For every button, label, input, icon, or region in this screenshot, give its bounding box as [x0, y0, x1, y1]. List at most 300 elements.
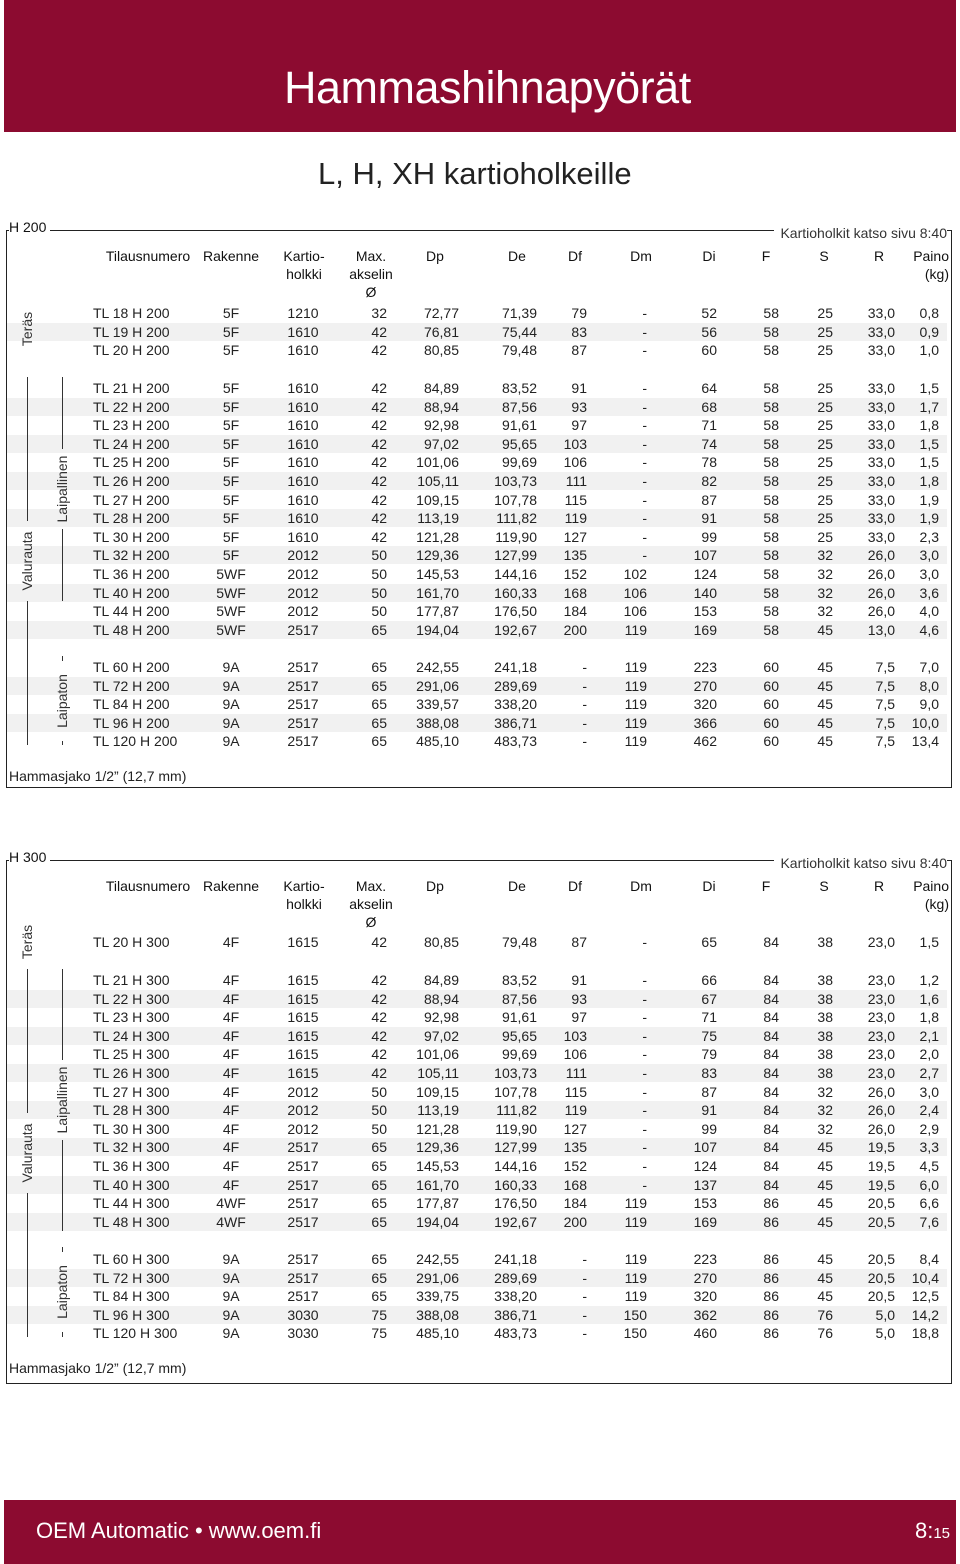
cell-bushing: 1615 — [287, 1009, 319, 1026]
cell-s: 25 — [817, 491, 833, 508]
cell-s: 45 — [817, 1213, 833, 1230]
page-title: Hammashihnapyörät — [284, 62, 691, 113]
cell-s: 25 — [817, 398, 833, 415]
cell-dm: 106 — [623, 584, 647, 601]
cell-r: 20,5 — [867, 1288, 895, 1305]
cell-r: 26,0 — [867, 547, 895, 564]
cell-dm: - — [642, 1139, 647, 1156]
cell-dp: 194,04 — [416, 621, 459, 638]
col-header-f: F — [761, 248, 771, 264]
side-label-steel: Teräs — [19, 311, 35, 347]
col-header-dm: Dm — [630, 248, 652, 264]
cell-dp: 485,10 — [416, 1325, 459, 1342]
col-header-s: S — [819, 878, 829, 894]
cell-r: 5,0 — [875, 1325, 895, 1342]
cell-design: 4F — [222, 1176, 240, 1193]
cell-r: 26,0 — [867, 1120, 895, 1137]
cell-de: 111,82 — [496, 1102, 537, 1119]
cell-bushing: 1615 — [287, 1065, 319, 1081]
cell-dp: 113,19 — [417, 1102, 459, 1119]
table-row — [7, 1250, 947, 1268]
table-row — [7, 1083, 947, 1101]
pitch-footnote: Hammasjako 1/2” (12,7 mm) — [9, 768, 187, 784]
cell-max-bore: 65 — [371, 1213, 387, 1230]
cell-di: 153 — [693, 603, 717, 620]
cell-di: 169 — [693, 621, 717, 638]
cell-design: 9A — [222, 1251, 240, 1267]
cell-df: 103 — [563, 1027, 587, 1044]
col-header-de: De — [508, 248, 526, 264]
cell-dm: - — [642, 510, 647, 527]
cell-di: 78 — [701, 454, 717, 471]
side-label-flanged: Laipallinen — [54, 455, 70, 523]
cell-df: 97 — [571, 417, 587, 434]
cell-max-bore: 32 — [371, 305, 387, 321]
cell-s: 38 — [817, 1065, 833, 1081]
cell-f: 86 — [763, 1288, 779, 1305]
cell-dp: 101,06 — [416, 454, 459, 471]
cell-bushing: 1610 — [287, 528, 319, 545]
cell-r: 7,5 — [875, 714, 895, 731]
cell-bushing: 1610 — [287, 454, 319, 471]
cell-design: 4F — [222, 1102, 240, 1119]
cell-de: 107,78 — [494, 1083, 537, 1100]
table-row — [7, 472, 947, 490]
cell-max-bore: 42 — [371, 1065, 387, 1081]
cell-dp: 129,36 — [416, 1139, 459, 1156]
cell-de: 91,61 — [501, 417, 537, 434]
cell-dm: - — [642, 972, 647, 988]
cell-dm: - — [642, 547, 647, 564]
cell-weight: 2,4 — [919, 1102, 939, 1119]
cell-max-bore: 50 — [371, 566, 387, 582]
cell-design: 5F — [222, 547, 240, 564]
cell-f: 86 — [763, 1306, 779, 1323]
cell-bushing: 2517 — [287, 659, 319, 675]
cell-order-no: TL 36 H 300 — [93, 1158, 170, 1174]
cell-r: 26,0 — [867, 584, 895, 601]
cell-di: 64 — [701, 380, 717, 396]
cell-df: 168 — [563, 1176, 587, 1193]
table-row — [7, 1176, 947, 1194]
cell-di: 107 — [693, 1139, 717, 1156]
cell-dp: 97,02 — [423, 435, 459, 452]
cell-max-bore: 42 — [371, 435, 387, 452]
cell-f: 84 — [763, 1046, 779, 1063]
cell-di: 320 — [693, 1288, 717, 1305]
cell-bushing: 1610 — [287, 342, 319, 359]
cell-weight: 3,0 — [919, 566, 939, 582]
cell-df: 184 — [563, 603, 587, 620]
cell-dm: - — [642, 1083, 647, 1100]
cell-dm: 119 — [624, 733, 647, 750]
col-header-order-no: Tilausnumero — [105, 248, 191, 264]
col-header-weight-line1: Paino — [913, 248, 949, 264]
cell-order-no: TL 84 H 300 — [93, 1288, 170, 1305]
cell-bushing: 1615 — [287, 990, 319, 1007]
table-row — [7, 379, 947, 397]
cell-r: 23,0 — [867, 1027, 895, 1044]
cell-dp: 177,87 — [416, 603, 459, 620]
cell-max-bore: 50 — [371, 1120, 387, 1137]
cell-de: 107,78 — [494, 491, 537, 508]
cell-dp: 92,98 — [423, 417, 459, 434]
col-header-max-line2: akselin — [349, 266, 393, 282]
cell-dp: 80,85 — [423, 934, 459, 950]
cell-f: 60 — [763, 733, 779, 750]
col-header-bush-line2: holkki — [286, 266, 322, 282]
cell-df: 184 — [563, 1195, 587, 1212]
cell-design: 5F — [222, 491, 240, 508]
cell-de: 127,99 — [494, 547, 537, 564]
cell-di: 67 — [701, 990, 717, 1007]
cell-r: 13,0 — [867, 621, 895, 638]
cell-di: 91 — [701, 510, 717, 527]
cell-dp: 88,94 — [423, 398, 459, 415]
cell-df: - — [582, 1306, 587, 1323]
col-header-di: Di — [702, 248, 716, 264]
col-header-r: R — [873, 878, 885, 894]
cell-df: 127 — [563, 528, 587, 545]
cell-s: 25 — [817, 342, 833, 359]
cell-design: 5WF — [216, 584, 246, 601]
table-row — [7, 695, 947, 713]
cell-di: 60 — [701, 342, 717, 359]
cell-design: 4F — [222, 1065, 240, 1081]
cell-weight: 2,3 — [919, 528, 939, 545]
cell-dm: 119 — [624, 659, 647, 675]
table-row — [7, 1120, 947, 1138]
cell-design: 4F — [222, 934, 240, 950]
cell-dp: 388,08 — [416, 714, 459, 731]
cell-bushing: 1610 — [287, 435, 319, 452]
cell-de: 119,90 — [495, 528, 537, 545]
cell-max-bore: 42 — [371, 380, 387, 396]
cell-de: 127,99 — [494, 1139, 537, 1156]
cell-df: - — [582, 677, 587, 694]
header-band — [4, 0, 956, 132]
cell-bushing: 2517 — [287, 677, 319, 694]
cell-di: 99 — [701, 1120, 717, 1137]
cell-max-bore: 65 — [371, 677, 387, 694]
cell-df: - — [582, 714, 587, 731]
table-row — [7, 1157, 947, 1175]
cell-order-no: TL 36 H 200 — [93, 566, 170, 582]
cell-df: 79 — [571, 305, 587, 321]
cell-f: 84 — [763, 1065, 779, 1081]
cell-de: 192,67 — [494, 621, 537, 638]
cell-de: 289,69 — [494, 1269, 537, 1286]
side-label-flanged-bracket-top — [62, 377, 63, 449]
cell-di: 107 — [693, 547, 717, 564]
cell-design: 5F — [222, 380, 240, 396]
cell-f: 86 — [763, 1195, 779, 1212]
cell-di: 124 — [693, 566, 717, 582]
cell-dp: 105,11 — [417, 1065, 459, 1081]
cell-max-bore: 65 — [371, 659, 387, 675]
cell-dm: - — [642, 342, 647, 359]
page-subtitle: L, H, XH kartioholkeille — [318, 156, 632, 191]
cell-f: 58 — [763, 305, 779, 321]
table-row — [7, 621, 947, 639]
cell-order-no: TL 32 H 200 — [93, 547, 170, 564]
cell-s: 32 — [817, 584, 833, 601]
table-row — [7, 933, 947, 951]
cell-dp: 113,19 — [417, 510, 459, 527]
cell-bushing: 1615 — [287, 972, 319, 988]
cell-dm: - — [642, 1120, 647, 1137]
cell-de: 289,69 — [494, 677, 537, 694]
cell-bushing: 2517 — [287, 1288, 319, 1305]
cell-bushing: 1610 — [287, 323, 319, 340]
cell-f: 58 — [763, 417, 779, 434]
cell-max-bore: 50 — [371, 603, 387, 620]
cell-f: 58 — [763, 584, 779, 601]
side-label-flanged-bracket-top — [62, 969, 63, 1060]
cell-di: 52 — [701, 305, 717, 321]
cell-di: 362 — [693, 1306, 717, 1323]
cell-weight: 3,3 — [919, 1139, 939, 1156]
cell-de: 79,48 — [501, 342, 537, 359]
cell-bushing: 2012 — [287, 1120, 319, 1137]
cell-dp: 121,28 — [416, 1120, 459, 1137]
cell-weight: 12,5 — [911, 1288, 939, 1305]
cell-order-no: TL 24 H 200 — [93, 435, 170, 452]
cell-s: 32 — [817, 547, 833, 564]
cell-bushing: 2012 — [287, 603, 319, 620]
table-row — [7, 1287, 947, 1305]
cell-dp: 88,94 — [423, 990, 459, 1007]
cell-order-no: TL 24 H 300 — [93, 1027, 170, 1044]
cell-dp: 92,98 — [423, 1009, 459, 1026]
cell-bushing: 1610 — [287, 398, 319, 415]
col-header-s: S — [819, 248, 829, 264]
table-row — [7, 602, 947, 620]
cell-di: 320 — [693, 696, 717, 713]
cell-bushing: 2517 — [287, 1176, 319, 1193]
cell-r: 33,0 — [867, 342, 895, 359]
cell-bushing: 3030 — [287, 1306, 319, 1323]
cell-dp: 242,55 — [416, 659, 459, 675]
footer-band — [4, 1500, 956, 1564]
col-header-weight-line1: Paino — [913, 878, 949, 894]
cell-max-bore: 65 — [371, 621, 387, 638]
cell-dm: - — [642, 323, 647, 340]
cell-dp: 145,53 — [416, 566, 459, 582]
cell-order-no: TL 96 H 200 — [93, 714, 170, 731]
cell-order-no: TL 48 H 300 — [93, 1213, 170, 1230]
cell-design: 9A — [222, 696, 240, 713]
cell-de: 483,73 — [494, 1325, 537, 1342]
cell-order-no: TL 22 H 300 — [93, 990, 170, 1007]
cell-r: 26,0 — [867, 1102, 895, 1119]
cell-bushing: 2012 — [287, 1102, 319, 1119]
cell-dp: 339,75 — [416, 1288, 459, 1305]
cell-max-bore: 75 — [371, 1325, 387, 1342]
cell-de: 144,16 — [494, 566, 537, 582]
cell-f: 58 — [763, 547, 779, 564]
cell-bushing: 2012 — [287, 547, 319, 564]
cell-dm: - — [642, 1046, 647, 1063]
cell-weight: 0,8 — [919, 305, 939, 321]
cell-de: 160,33 — [494, 1176, 537, 1193]
cell-dm: 119 — [624, 1251, 647, 1267]
cell-bushing: 2517 — [287, 1195, 319, 1212]
cell-order-no: TL 40 H 200 — [93, 584, 170, 601]
cell-bushing: 2517 — [287, 714, 319, 731]
cell-s: 32 — [817, 566, 833, 582]
cell-de: 338,20 — [494, 1288, 537, 1305]
cell-weight: 3,6 — [919, 584, 939, 601]
cell-s: 45 — [817, 1176, 833, 1193]
cell-design: 9A — [222, 659, 240, 675]
cell-f: 60 — [763, 714, 779, 731]
cell-r: 23,0 — [867, 972, 895, 988]
cell-s: 38 — [817, 972, 833, 988]
cell-f: 84 — [763, 1027, 779, 1044]
cell-dm: - — [642, 1102, 647, 1119]
cell-s: 38 — [817, 1009, 833, 1026]
cell-order-no: TL 40 H 300 — [93, 1176, 170, 1193]
cell-bushing: 2012 — [287, 1083, 319, 1100]
side-label-cast-iron: Valurauta — [19, 1123, 35, 1183]
col-header-max-line3: Ø — [365, 914, 377, 930]
cell-weight: 1,0 — [919, 342, 939, 359]
cell-df: 93 — [571, 398, 587, 415]
cell-order-no: TL 60 H 300 — [93, 1251, 170, 1267]
cell-dm: 150 — [623, 1306, 647, 1323]
cell-f: 58 — [763, 566, 779, 582]
side-label-unflanged-bracket-bottom — [62, 1332, 63, 1337]
cell-max-bore: 42 — [371, 510, 387, 527]
table-row — [7, 971, 947, 989]
cell-s: 45 — [817, 1251, 833, 1267]
cell-df: 152 — [563, 566, 587, 582]
cell-dm: 102 — [623, 566, 647, 582]
cell-dp: 339,57 — [416, 696, 459, 713]
cell-de: 241,18 — [494, 659, 537, 675]
cell-dp: 121,28 — [416, 528, 459, 545]
cell-s: 45 — [817, 659, 833, 675]
cell-de: 103,73 — [494, 473, 537, 489]
cell-r: 23,0 — [867, 1009, 895, 1026]
cell-s: 32 — [817, 1102, 833, 1119]
cell-max-bore: 42 — [371, 398, 387, 415]
cell-design: 5F — [222, 323, 240, 340]
cell-dm: - — [642, 1065, 647, 1081]
cell-order-no: TL 22 H 200 — [93, 398, 170, 415]
table-row — [7, 323, 947, 341]
cell-bushing: 2012 — [287, 584, 319, 601]
cell-df: 152 — [563, 1158, 587, 1174]
cell-weight: 7,6 — [919, 1213, 939, 1230]
cell-dm: - — [642, 398, 647, 415]
cell-df: - — [582, 1288, 587, 1305]
cell-bushing: 2517 — [287, 1213, 319, 1230]
cell-max-bore: 50 — [371, 1083, 387, 1100]
table-row — [7, 1324, 947, 1342]
cell-r: 33,0 — [867, 491, 895, 508]
cell-weight: 10,4 — [911, 1269, 939, 1286]
cell-dp: 109,15 — [416, 491, 459, 508]
cell-max-bore: 42 — [371, 1027, 387, 1044]
cell-weight: 4,6 — [919, 621, 939, 638]
cell-di: 56 — [701, 323, 717, 340]
cell-design: 4F — [222, 1009, 240, 1026]
cell-dp: 177,87 — [416, 1195, 459, 1212]
cell-de: 386,71 — [494, 714, 537, 731]
cell-weight: 13,4 — [911, 733, 939, 750]
cell-dm: 150 — [623, 1325, 647, 1342]
cell-r: 7,5 — [875, 677, 895, 694]
cell-s: 45 — [817, 1269, 833, 1286]
col-header-dm: Dm — [630, 878, 652, 894]
cell-r: 7,5 — [875, 696, 895, 713]
cell-design: 9A — [222, 677, 240, 694]
cell-df: - — [582, 659, 587, 675]
table-row — [7, 1269, 947, 1287]
cell-dp: 242,55 — [416, 1251, 459, 1267]
cell-f: 86 — [763, 1251, 779, 1267]
cell-dp: 101,06 — [416, 1046, 459, 1063]
table-row — [7, 546, 947, 564]
cell-design: 4WF — [216, 1195, 246, 1212]
cell-de: 95,65 — [501, 435, 537, 452]
cell-s: 45 — [817, 714, 833, 731]
cell-design: 5F — [222, 417, 240, 434]
cell-df: 135 — [563, 547, 587, 564]
cell-bushing: 2517 — [287, 1139, 319, 1156]
cell-weight: 1,9 — [919, 491, 939, 508]
side-label-flanged-bracket-bottom — [62, 529, 63, 601]
cell-di: 65 — [701, 934, 717, 950]
section-h300-table — [6, 849, 952, 1384]
cell-r: 20,5 — [867, 1195, 895, 1212]
cell-design: 4F — [222, 972, 240, 988]
cell-max-bore: 42 — [371, 342, 387, 359]
cell-order-no: TL 96 H 300 — [93, 1306, 170, 1323]
cell-order-no: TL 28 H 200 — [93, 510, 170, 527]
col-header-weight-line2: (kg) — [924, 266, 949, 282]
cell-s: 45 — [817, 1195, 833, 1212]
cell-f: 58 — [763, 603, 779, 620]
table-row — [7, 1194, 947, 1212]
cell-r: 19,5 — [867, 1158, 895, 1174]
cell-bushing: 1210 — [287, 305, 319, 321]
page-number-major: 8: — [914, 1518, 934, 1543]
cell-s: 45 — [817, 1288, 833, 1305]
cell-di: 137 — [693, 1176, 717, 1193]
cell-dm: - — [642, 473, 647, 489]
cell-r: 33,0 — [867, 435, 895, 452]
cell-max-bore: 65 — [371, 1139, 387, 1156]
cell-di: 79 — [701, 1046, 717, 1063]
cell-design: 5WF — [216, 621, 246, 638]
section-title: H 300 — [9, 849, 50, 865]
footer-brand: OEM Automatic • www.oem.fi — [36, 1518, 322, 1543]
cell-di: 66 — [701, 972, 717, 988]
table-row — [7, 491, 947, 509]
cell-df: 127 — [563, 1120, 587, 1137]
cell-dp: 129,36 — [416, 547, 459, 564]
cell-f: 58 — [763, 454, 779, 471]
cell-di: 270 — [693, 1269, 717, 1286]
cell-design: 5F — [222, 454, 240, 471]
cell-dp: 291,06 — [416, 1269, 459, 1286]
cell-s: 25 — [817, 454, 833, 471]
cell-bushing: 2517 — [287, 1269, 319, 1286]
cell-df: 83 — [571, 323, 587, 340]
